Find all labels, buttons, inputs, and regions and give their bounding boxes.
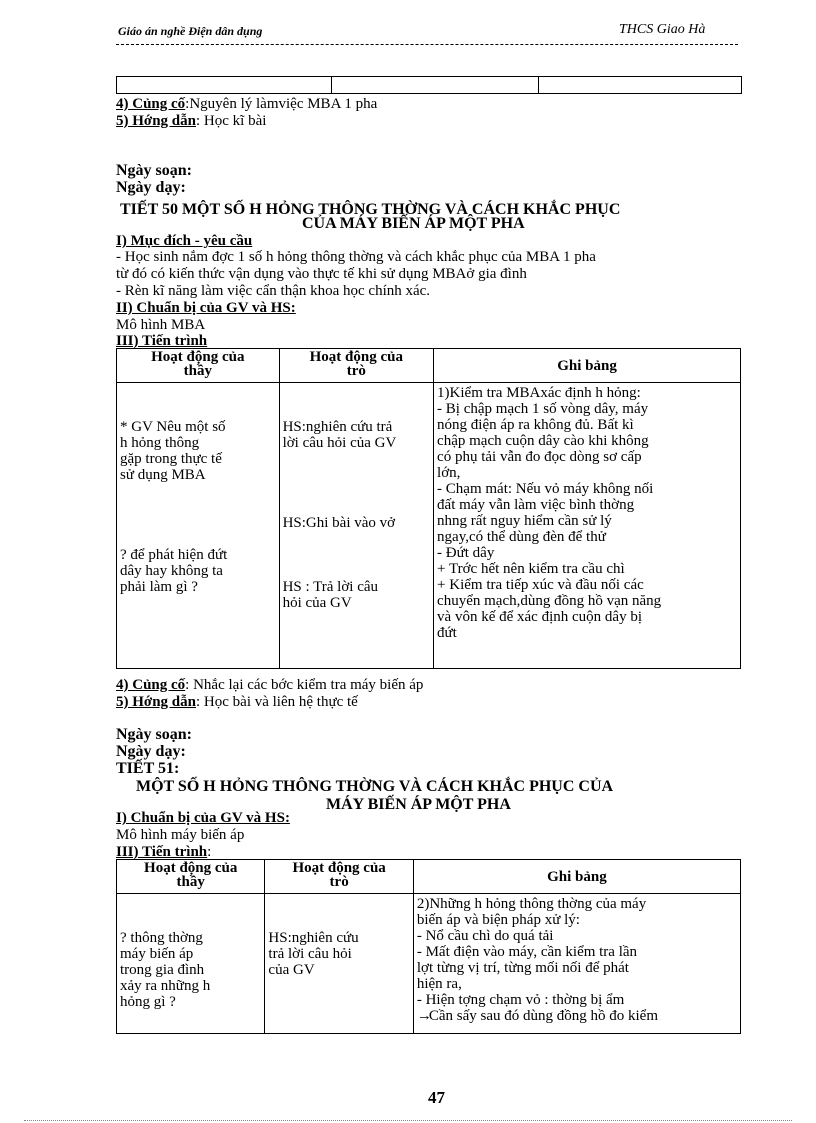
top-cung-co-label: 4) Củng cố [116,96,186,112]
l51-col2-header: Hoạt động của trò [265,860,413,894]
top-huong-dan-label: 5) Hớng dẫn [116,113,196,129]
l50-muc-dich-label: I) Mục đích - yêu cầu [116,233,253,249]
l51-chuan-bi-label: I) Chuẩn bị của GV và HS: [116,810,290,826]
l50-table [116,348,741,669]
l51-col1-body: ? thông thờng máy biến áp trong gia đình xảy ra những h hỏng gì ? [117,894,265,1034]
l51-col3-header: Ghi bảng [413,860,740,894]
footer-rule [24,1120,792,1121]
l50-chuan-bi-label: II) Chuẩn bị của GV và HS: [116,300,296,316]
top-huong-dan [116,113,266,129]
l51-col1-header: Hoạt động của thầy [117,860,265,894]
l50-title-line2: CỦA MÁY BIẾN ÁP MỘT PHA [302,215,525,232]
l51-tiet: TIẾT 51: [116,760,180,777]
l51-tien-trinh: III) Tiến trình: [116,844,212,860]
l50-cung-co-text: : Nhắc lại các bớc kiểm tra máy biến áp [185,677,424,693]
l50-huong-dan [116,694,358,710]
l50-cung-co-label: 4) Củng cố [116,677,186,693]
l50-col1-body: * GV Nêu một số h hỏng thông gặp trong thực tế sử dụng MBA ? để phát hiện đứt dây hay không ta phải làm gì ? [117,383,280,669]
l50-ngay-soan: Ngày soạn: [116,162,193,179]
l51-table [116,859,741,1034]
l50-col1-header: Hoạt động của thầy [117,349,280,383]
l50-col3-header: Ghi bảng [434,349,741,383]
top-cung-co [116,96,377,112]
l50-title-line1: TIẾT 50 MỘT SỐ H HỎNG THÔNG THỜNG VÀ CÁCH KHẮC PHỤC [120,201,621,218]
top-table-fragment [116,76,742,94]
right-arrow-icon: → [416,1008,432,1024]
l50-tien-trinh-label: III) Tiến trình [116,333,208,349]
l50-muc-dich-3: - Rèn kĩ năng làm việc cẩn thận khoa học chính xác. [116,283,431,299]
l51-table-header [117,860,741,894]
top-huong-dan-text: : Học kĩ bài [196,113,267,129]
l50-muc-dich-1: - Học sinh nắm đợc 1 số h hỏng thông thờng và cách khắc phục của MBA 1 pha [116,249,596,265]
l51-ngay-soan: Ngày soạn: [116,726,193,743]
header-rule [116,44,738,45]
l50-col2-body: HS:nghiên cứu trả lời câu hỏi của GV HS:Ghi bài vào vở HS : Trả lời câu hỏi của GV [279,383,433,669]
l50-table-body [117,383,741,669]
l51-tien-trinh-label: III) Tiến trình [116,844,208,860]
top-cung-co-text: :Nguyên lý làmviệc MBA 1 pha [185,96,378,112]
l51-ngay-day: Ngày dạy: [116,743,186,760]
l50-huong-dan-text: : Học bài và liên hệ thực tế [196,694,358,710]
l50-table-header [117,349,741,383]
l50-muc-dich-2: từ đó có kiến thức vận dụng vào thực tế khi sử dụng MBAở gia đình [116,266,527,282]
header-left: Giáo án nghề Điện dân dụng [118,24,263,38]
page-number: 47 [428,1088,445,1107]
l51-title-line1: MỘT SỐ H HỎNG THÔNG THỜNG VÀ CÁCH KHẮC PHỤC CỦA [136,778,614,795]
l50-col2-header: Hoạt động của trò [279,349,433,383]
header-right: THCS Giao Hà [619,22,706,37]
l51-col2-body: HS:nghiên cứu trả lời câu hỏi của GV [265,894,413,1034]
l51-table-body [117,894,741,1034]
l51-col3-last-line: →Cần sấy sau đó dùng đồng hồ đo kiểm [416,1008,658,1024]
l50-chuan-bi-text: Mô hình MBA [116,317,206,333]
l50-cung-co [116,677,423,693]
l50-col3-body: 1)Kiểm tra MBAxác định h hỏng: - Bị chập mạch 1 số vòng dây, máy nóng điện áp ra không đủ. Bất kì chập mạch cuộn dây cào khi không có phụ tải vẫn đo đọc dòng sơ cấp lớn, - Chạm mát: Nếu vỏ máy không nối đất máy vẫn làm việc bình thờng nhng rất nguy hiểm cần sử lý ngay,có thể dùng đèn để thử - Đứt dây + Trớc hết nên kiểm tra cầu chì + Kiểm tra tiếp xúc và đầu nối các chuyển mạch,dùng đồng hồ vạn năng và vôn kế để xác định cuộn dây bị đứt [434,383,741,669]
l50-huong-dan-label: 5) Hớng dẫn [116,694,196,710]
l51-chuan-bi-text: Mô hình máy biến áp [116,827,245,843]
l50-ngay-day: Ngày dạy: [116,179,186,196]
l51-title-line2: MÁY BIẾN ÁP MỘT PHA [326,796,511,813]
l51-col3-body: 2)Những h hỏng thông thờng của máy biến áp và biện pháp xử lý: - Nổ cầu chì do quá tải - Mất điện vào máy, cần kiểm tra lần lợt từng vị trí, từng mối nối để phát hiện ra, - Hiện tợng chạm vỏ : thờng bị ẩm →Cần sấy sau đó dùng đồng hồ đo kiểm [413,894,740,1034]
